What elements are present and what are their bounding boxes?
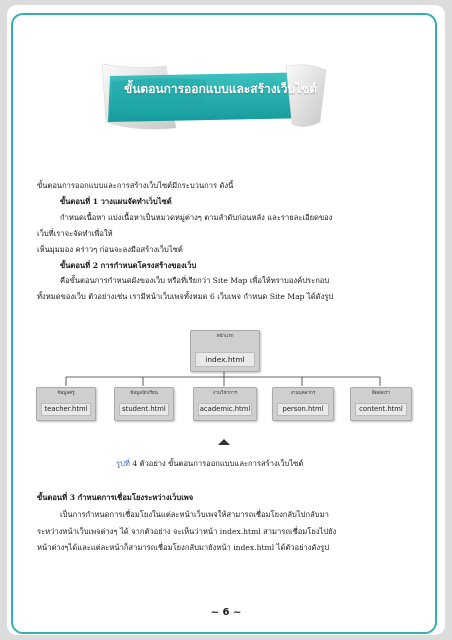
step2-text-line1: คือขั้นตอนการกำหนดผังของเว็บ หรือที่เรียกว่า Site Map เพื่อให้ทราบองค์ประกอบ (60, 276, 330, 285)
node-filename: teacher.html (41, 403, 91, 416)
page-number: ~ 6 ~ (210, 607, 242, 618)
node-filename: academic.html (198, 403, 252, 416)
node-label: ข้อมูลนักเรียน (130, 391, 158, 396)
sitemap-node-academic (193, 387, 257, 421)
step3-text-line1: เป็นการกำหนดการเชื่อมโยงในแต่ละหน้าเว็บเพจให้สามารถเชื่อมโยงกลับไปกลับมา (60, 510, 329, 519)
sitemap-node-person (272, 387, 334, 421)
step2-text-line2: ทั้งหมดของเว็บ ตัวอย่างเช่น เรามีหน้าเว็บเพจทั้งหมด 6 เว็บเพจ กำหนด Site Map ได้ดังรูป (37, 292, 334, 301)
banner-title: ขั้นตอนการออกแบบและสร้างเว็บไซต์ (124, 82, 318, 96)
sitemap-node-student (114, 387, 174, 421)
step1-heading: ขั้นตอนที่ 1 วางแผนจัดทำเว็บไซต์ (60, 197, 172, 206)
step1-text-line3: เห็นมุมมอง คร่าวๆ ก่อนจะลงมือสร้างเว็บไซต์ (37, 245, 183, 254)
sitemap-node-content (350, 387, 412, 421)
step3-heading: ขั้นตอนที่ 3 กำหนดการเชื่อมโยงระหว่างเว็บเพจ (37, 493, 194, 502)
sitemap-node-teacher (36, 387, 96, 421)
caption-text: 4 ตัวอย่าง ขั้นตอนการออกแบบและการสร้างเว็บไซต์ (132, 459, 304, 468)
step1-text-line1: กำหนดเนื้อหา แบ่งเนื้อหาเป็นหมวดหมู่ต่างๆ ตามลำดับก่อนหลัง และรายละเอียดของ (60, 213, 333, 222)
sitemap-node-index (190, 330, 260, 372)
figure-caption (116, 458, 303, 470)
node-filename: student.html (119, 403, 169, 416)
caption-prefix: รูปที่ (116, 459, 130, 468)
node-label: ข้อมูลครู (57, 391, 75, 396)
node-label: หน้าแรก (216, 334, 234, 339)
node-filename: person.html (277, 403, 329, 416)
node-label: ติดต่อเรา (371, 391, 391, 396)
sitemap-diagram (34, 275, 414, 455)
step3-text-line3: หน้าต่างๆได้และแต่ละหน้าก็สามารถเชื่อมโยงกลับมายังหน้า index.html ได้ตัวอย่างดังรูป (37, 543, 330, 552)
step3-text-line2: ระหว่างหน้าเว็บเพจต่างๆ ได้ จากตัวอย่าง จะเห็นว่าหน้า index.html สามารถเชื่อมโยงไปยัง (37, 527, 337, 536)
node-label: งานบุคลากร (290, 391, 316, 396)
step1-text-line2: เว็บที่เราจะจัดทำเพื่อให้ (37, 229, 113, 238)
node-label: งานวิชาการ (212, 391, 238, 396)
node-filename: index.html (195, 352, 255, 367)
step2-heading: ขั้นตอนที่ 2 การกำหนดโครงสร้างของเว็บ (60, 261, 197, 270)
node-filename: content.html (355, 403, 407, 416)
intro-text: ขั้นตอนการออกแบบและการสร้างเว็บไซต์มีกระบวนการ ดังนี้ (37, 181, 234, 190)
